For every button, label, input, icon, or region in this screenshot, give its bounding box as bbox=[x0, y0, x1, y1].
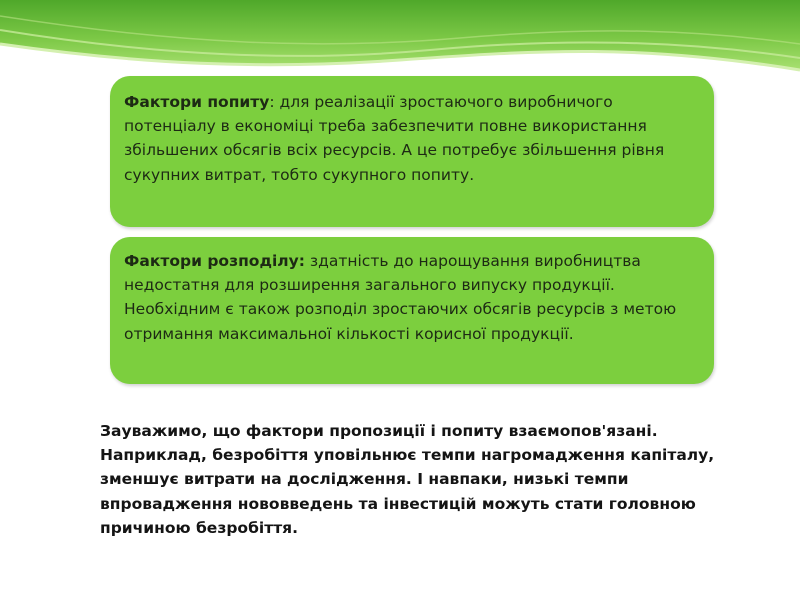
header-wave-decoration bbox=[0, 0, 800, 84]
demand-factors-card bbox=[110, 76, 714, 227]
demand-factors-title: Фактори попиту bbox=[124, 93, 270, 111]
demand-factors-text: : для реалізації зростаючого виробничого потенціалу в економіці треба забезпечити повне використання збільшених обсягів всіх ресурсів. А це потребує збільшення рівня сукупних витрат, тобто сукупного попиту. bbox=[124, 93, 665, 184]
distribution-factors-title: Фактори розподілу: bbox=[124, 252, 305, 270]
distribution-factors-paragraph bbox=[124, 249, 704, 346]
distribution-factors-card bbox=[110, 237, 714, 384]
distribution-factors-text: здатність до нарощування виробництва недостатня для розширення загального випуску продукції. Необхідним є також розподіл зростаючих обсягів ресурсів з метою отримання максимальної кількості корисної продукції. bbox=[124, 252, 677, 343]
demand-factors-paragraph bbox=[124, 90, 704, 187]
interrelation-note: Зауважимо, що фактори пропозиції і попиту взаємопов'язані. Наприклад, безробіття уповільнює темпи нагромадження капіталу, зменшує витрати на дослідження. І навпаки, низькі темпи впровадження нововведень та інвестицій можуть стати головною причиною безробіття. bbox=[100, 422, 715, 537]
